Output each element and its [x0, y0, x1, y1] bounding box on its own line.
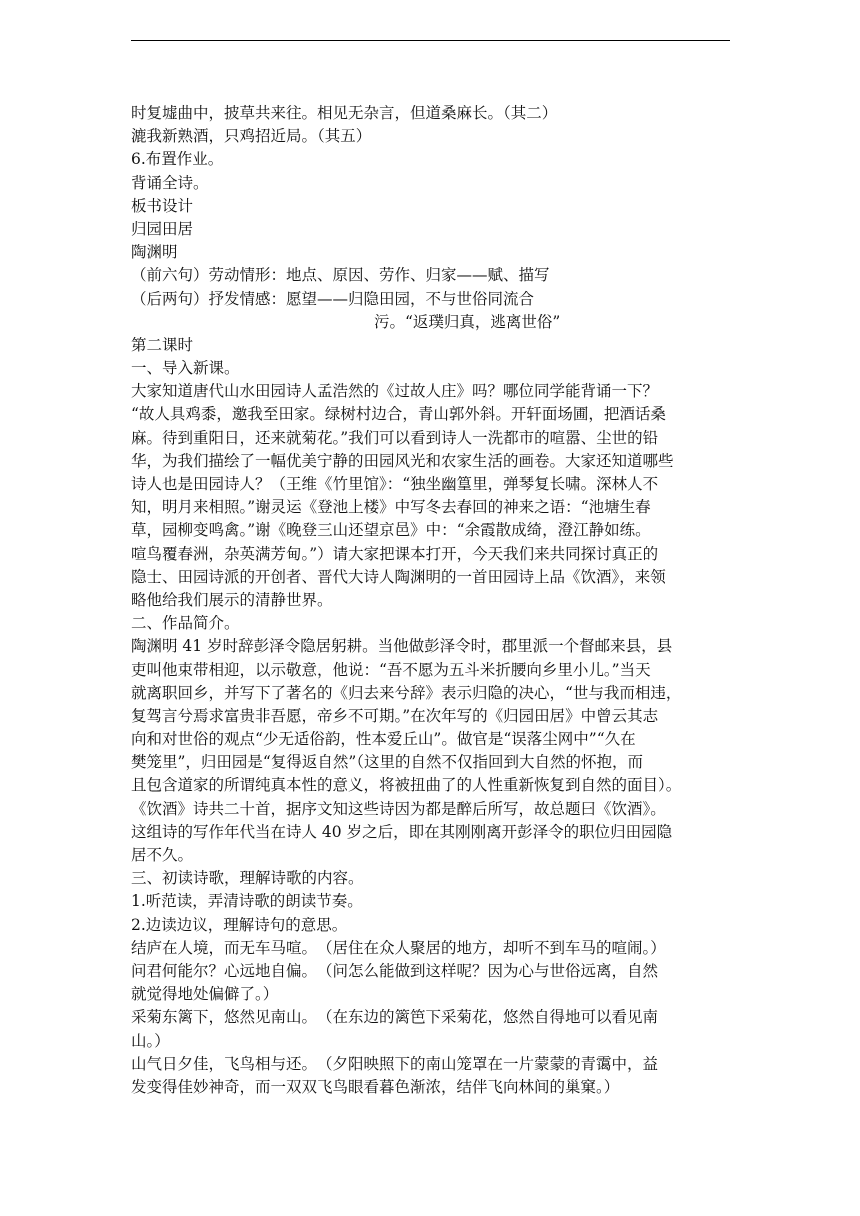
text-line: 就觉得地处偏僻了。） [131, 985, 279, 1004]
text-line: 板书设计 [131, 196, 194, 215]
text-line: 归园田居 [131, 219, 194, 238]
text-line: 隐士、田园诗派的开创者、晋代大诗人陶渊明的一首田园诗上品《饮酒》，来领 [131, 567, 666, 586]
text-line: 山。） [131, 1031, 170, 1050]
text-line: 陶渊明 41 岁时辞彭泽令隐居躬耕。当他做彭泽令时，郡里派一个督邮来县，县 [131, 637, 673, 656]
text-line: 喧鸟覆春洲，杂英满芳甸。”）请大家把课本打开，今天我们来共同探讨真正的 [131, 544, 659, 563]
text-line: “故人具鸡黍，邀我至田家。绿树村边合，青山郭外斜。开轩面场圃，把酒话桑 [131, 405, 666, 424]
text-line: 第二课时 [131, 335, 194, 354]
text-line: 采菊东篱下，悠然见南山。 （在东边的篱笆下采菊花，悠然自得地可以看见南 [131, 1008, 659, 1027]
text-line: 就离职回乡，并写下了著名的《归去来兮辞》表示归隐的决心，“世与我而相违， [131, 683, 682, 702]
text-line: 《饮酒》诗共二十首，据序文知这些诗因为都是醉后所写，故总题曰《饮酒》。 [131, 799, 666, 818]
text-line: 时复墟曲中，披草共来往。相见无杂言，但道桑麻长。（其二） [131, 104, 558, 122]
text-line: 6.布置作业。 [131, 150, 224, 169]
text-line: 大家知道唐代山水田园诗人孟浩然的《过故人庄》吗？哪位同学能背诵一下？ [131, 382, 659, 401]
text-line: 樊笼里”，归田园是“复得返自然”（这里的自然不仅指回到大自然的怀抱，而 [131, 753, 644, 772]
text-line: 复驾言兮焉求富贵非吾愿，帝乡不可期。”在次年写的《归园田居》中曾云其志 [131, 706, 659, 725]
text-line: 且包含道家的所谓纯真本性的意义，将被扭曲了的人性重新恢复到自然的面目）。 [131, 776, 682, 795]
text-line: 2.边读边议，理解诗句的意思。 [131, 915, 348, 934]
text-line: 漉我新熟酒，只鸡招近局。（其五） [131, 127, 372, 146]
text-line: 结庐在人境，而无车马喧。 （居住在众人聚居的地方，却听不到车马的喧闹。） [131, 938, 666, 957]
text-line: 华，为我们描绘了一幅优美宁静的田园风光和农家生活的画卷。大家还知道哪些 [131, 451, 674, 470]
text-line: 诗人也是田园诗人？（王维《竹里馆》：“独坐幽篁里，弹琴复长啸。深林人不 [131, 475, 659, 493]
text-line: 草，园柳变鸣禽。”谢《晚登三山还望京邑》中：“余霞散成绮，澄江静如练。 [131, 521, 651, 540]
text-line: 一、导入新课。 [131, 359, 240, 378]
text-line: 发变得佳妙神奇，而一双双飞鸟眼看暮色渐浓，结伴飞向林间的巢窠。） [131, 1077, 620, 1096]
text-line: 二、作品简介。 [131, 614, 240, 633]
text-line: 背诵全诗。 [131, 173, 209, 192]
text-line: 问君何能尔？心远地自偏。 （问怎么能做到这样呢？因为心与世俗远离，自然 [131, 961, 659, 980]
text-line: 略他给我们展示的清静世界。 [131, 590, 333, 609]
document-body [131, 102, 731, 1099]
text-line: 知，明月来相照。”谢灵运《登池上楼》中写冬去春回的神来之语：“池塘生春 [131, 498, 651, 517]
header-rule [131, 40, 730, 41]
text-line: 污。“返璞归真，逃离世俗” [374, 312, 561, 331]
text-line: 三、初读诗歌，理解诗歌的内容。 [131, 869, 364, 888]
text-line: 这组诗的写作年代当在诗人 40 岁之后，即在其刚刚离开彭泽令的职位归田园隐 [131, 822, 673, 841]
text-line: 1.听范读，弄清诗歌的朗读节奏。 [131, 892, 363, 911]
text-line: （后两句）抒发情感：愿望——归隐田园，不与世俗同流合 [131, 289, 535, 308]
text-line: 向和对世俗的观点“少无适俗韵，性本爱丘山”。做官是“误落尘网中”“久在 [131, 730, 636, 749]
text-line: 陶渊明 [131, 243, 178, 262]
text-line: 麻。待到重阳日，还来就菊花。”我们可以看到诗人一洗都市的喧嚣、尘世的铅 [131, 428, 659, 447]
text-line: 居不久。 [131, 846, 194, 864]
text-line: 吏叫他束带相迎，以示敬意，他说：“吾不愿为五斗米折腰向乡里小儿。”当天 [131, 660, 651, 679]
text-line: （前六句）劳动情形：地点、原因、劳作、归家——赋、描写 [131, 266, 550, 285]
text-line: 山气日夕佳，飞鸟相与还。 （夕阳映照下的南山笼罩在一片蒙蒙的青霭中，益 [131, 1054, 659, 1073]
